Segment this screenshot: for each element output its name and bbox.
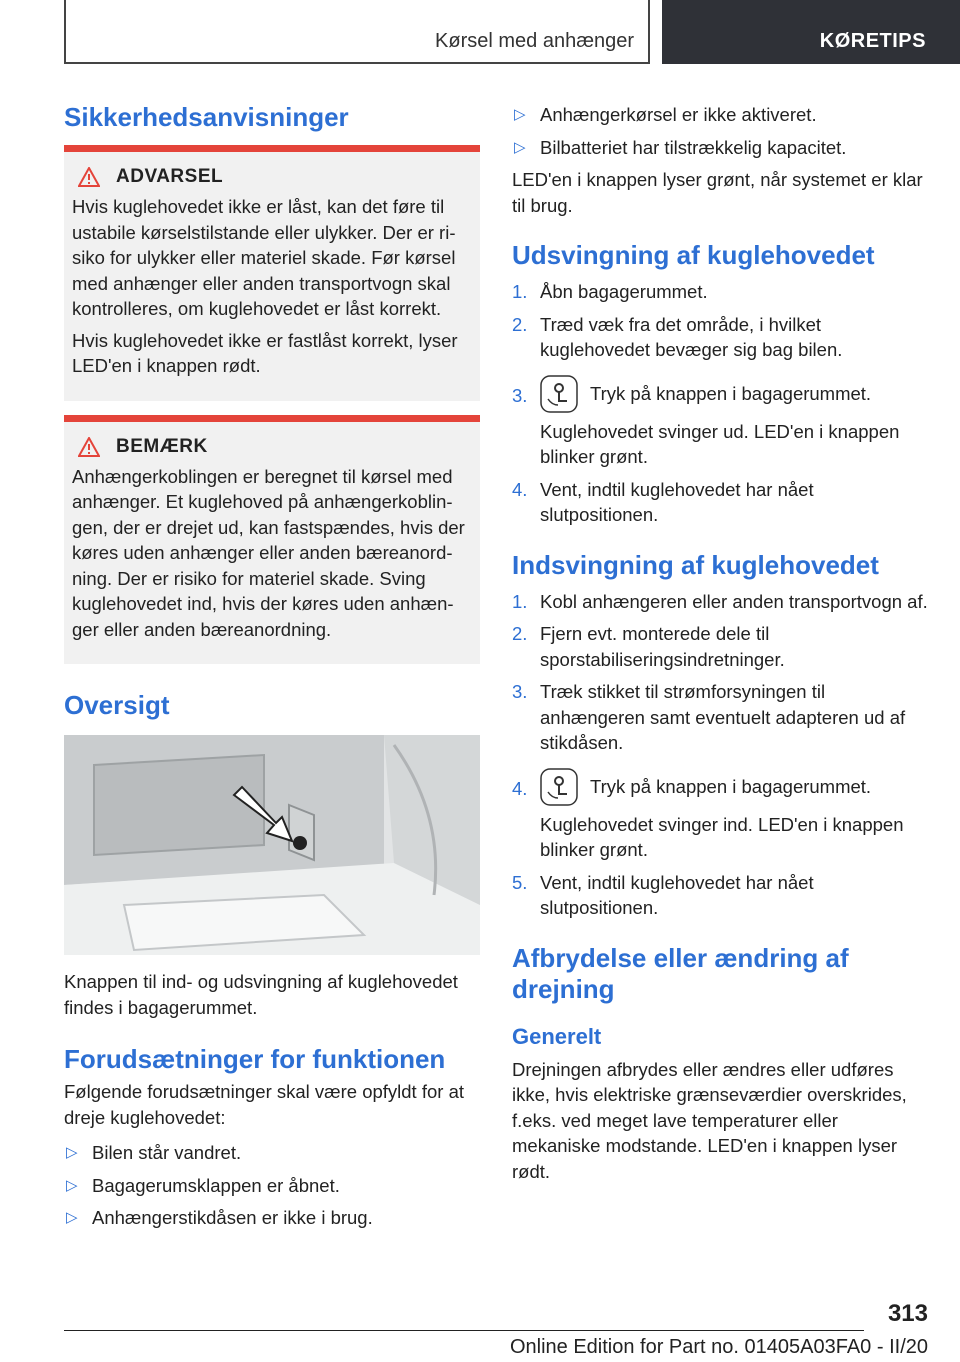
list-item: ▷ Bagagerumsklappen er åbnet. [64,1173,480,1199]
bullet-triangle-icon: ▷ [66,1176,78,1194]
general-text: Drejningen afbrydes eller ændres eller udføres ikke, hvis elektriske grænseværdier overskrides, f.eks. ved meget lave temperaturer eller mekaniske modstande. LED'en i knappen lyser rødt. [512,1058,907,1182]
page-number: 313 [887,1300,928,1327]
swing-in-heading: Indsvingning af kuglehovedet [512,549,879,580]
list-item: 1. Åbn bagagerummet. [512,281,708,302]
list-item: ▷ Anhængerstikdåsen er ikke i brug. [64,1205,480,1231]
bullet-triangle-icon: ▷ [514,138,526,156]
prerequisites-heading: Forudsætninger for funktionen [64,1044,446,1074]
list-item: 4. Vent, indtil kuglehovedet har nået slutpositionen. [512,478,814,525]
warning-triangle-icon [78,167,100,187]
trunk-photo [64,735,480,955]
warning-label: ADVARSEL [116,166,224,187]
overview-heading: Oversigt [64,690,170,720]
list-item: 3. Træk stikket til strømforsyningen til anhængeren samt eventuelt adapteren ud af stikdåsen. [512,681,906,753]
prerequisites-intro: Følgende forudsætninger skal være opfyldt for at dreje kuglehovedet: [64,1081,464,1128]
swing-in-steps [512,589,930,921]
note-label: BEMÆRK [116,435,208,457]
interruption-heading: Afbrydelse eller ændring af drejning [512,942,849,1004]
list-item: ▷ Bilen står vandret. [64,1140,480,1166]
list-item: ▷ Anhængerkørsel er ikke aktiveret. [512,102,930,128]
tow-hitch-button-icon [540,375,578,413]
left-column [64,102,480,1238]
warning-box [64,152,480,401]
bullet-triangle-icon: ▷ [66,1209,78,1226]
note-text: Anhængerkoblingen er beregnet til kørsel med anhænger. Et kuglehoved på anhængerkoblingen, der er drejet ud, kan fastspændes, hvis der køres uden anhænger eller anden bæreanordning. Der er risiko for materiel skade. Sving kuglehovedet ind, hvis der køres uden anhænger eller anden bæreanordning. [72,465,465,640]
list-item: ▷ Bilbatteriet har tilstrækkelig kapacitet. [512,135,930,161]
footer-divider [64,1330,864,1331]
list-item: 2. Fjern evt. monterede dele til sporstabiliseringsindretninger. [512,623,785,670]
list-item: 2. Træd væk fra det område, i hvilket kuglehovedet bevæger sig bag bilen. [512,313,843,360]
prerequisites-list-continued [512,102,930,160]
edition-note: Online Edition for Part no. 01405A03FA0 - II/20 [509,1336,928,1358]
tow-hitch-button-icon [540,768,578,806]
header-chapter-tab [662,0,960,64]
warning-header [78,166,472,188]
note-bar [64,415,480,422]
note-header [78,436,472,458]
header-section-tab [64,0,650,64]
general-subheading: Generelt [512,1023,602,1049]
list-item: 1. Kobl anhængeren eller anden transportvogn af. [512,590,928,612]
swing-out-heading: Udsvingning af kuglehovedet [512,240,875,270]
header-section-title: Kørsel med anhænger [435,30,634,52]
list-item: 5. Vent, indtil kuglehovedet har nået slutpositionen. [512,871,814,918]
led-ready-text: LED'en i knappen lyser grønt, når systemet er klar til brug. [512,169,923,216]
list-item: 4. Tryk på knappen i bagagerummet. Kuglehovedet svinger ind. LED'en i knappen blinker grønt. [512,768,930,863]
photo-caption: Knappen til ind- og udsvingning af kuglehovedet findes i bagagerummet. [64,971,458,1018]
prerequisites-list [64,1140,480,1231]
header-chapter-title: KØRETIPS [819,30,926,52]
safety-heading: Sikkerhedsanvisninger [64,102,349,132]
warning-text-1: Hvis kuglehovedet ikke er låst, kan det føre til ustabile kørselstilstande eller ulykker. Der er risiko for ulykker eller materiel skade. Før kørsel med anhænger eller anden transportvogn skal kontrolleres, om kuglehovedet er låst korrekt. [72,196,456,319]
list-item: 3. Tryk på knappen i bagagerummet. Kuglehovedet svinger ud. LED'en i knappen blinker grønt. [512,375,930,470]
right-column [512,102,930,1184]
swing-out-steps [512,279,930,528]
warning-text-2: Hvis kuglehovedet ikke er fastlåst korrekt, lyser LED'en i knappen rødt. [72,329,458,376]
bullet-triangle-icon: ▷ [66,1144,78,1161]
warning-triangle-icon [78,437,100,457]
warning-bar [64,145,480,152]
note-box [64,422,480,665]
bullet-triangle-icon: ▷ [514,106,526,123]
